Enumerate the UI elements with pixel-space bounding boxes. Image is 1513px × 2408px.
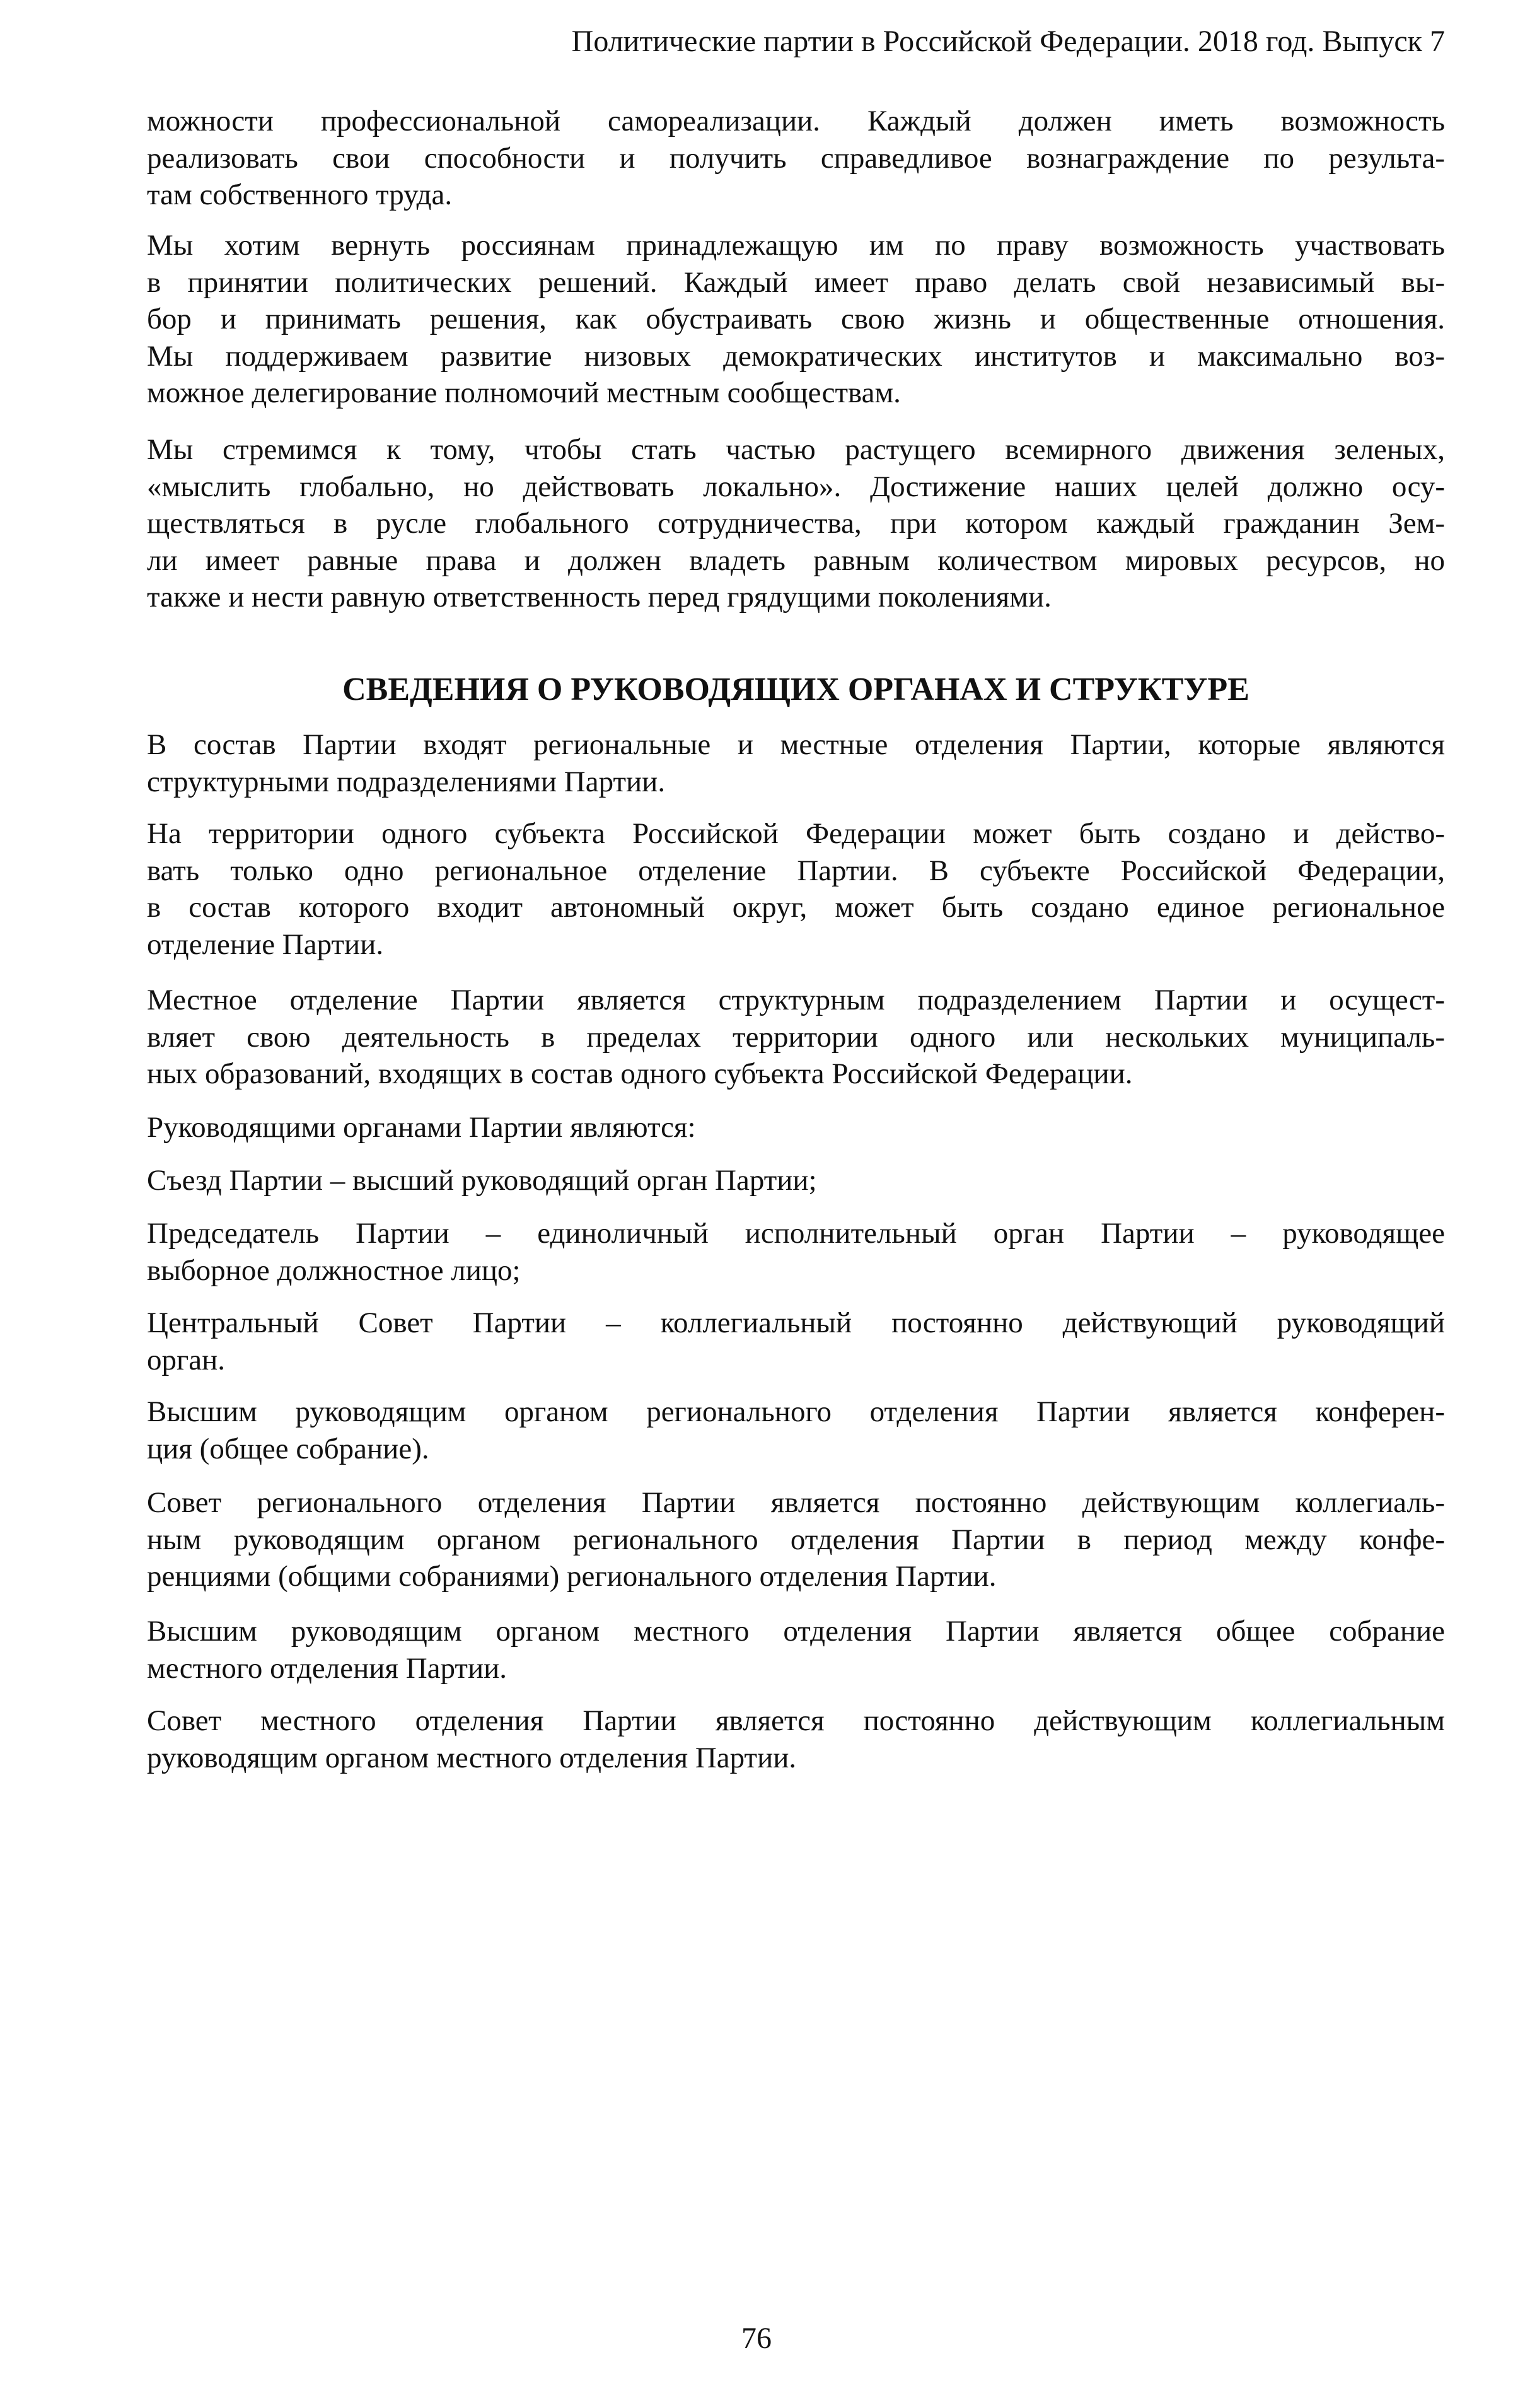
paragraph xyxy=(147,1162,1445,1199)
section-heading: СВЕДЕНИЯ О РУКОВОДЯЩИХ ОРГАНАХ И СТРУКТУРЕ xyxy=(342,672,1249,707)
paragraph xyxy=(147,1484,1445,1595)
text-line: ренциями (общими собраниями) регионального отделения Партии. xyxy=(147,1560,997,1593)
text-line: руководящим органом местного отделения Партии. xyxy=(147,1741,797,1774)
text-line: вляет свою деятельность в пределах территории одного или нескольких муниципаль- xyxy=(147,1020,1445,1054)
text-line: Местное отделение Партии является структурным подразделением Партии и осущест- xyxy=(147,984,1445,1016)
running-header: Политические партии в Российской Федерации. 2018 год. Выпуск 7 xyxy=(571,25,1445,58)
paragraph xyxy=(147,1305,1445,1378)
paragraph xyxy=(147,982,1445,1093)
text-line: ществляться в русле глобального сотрудничества, при котором каждый гражданин Зем- xyxy=(147,507,1445,540)
paragraph xyxy=(147,431,1445,616)
text-line: вать только одно региональное отделение Партии. В субъекте Российской Федерации, xyxy=(147,854,1445,887)
text-line: ция (общее собрание). xyxy=(147,1432,429,1465)
text-line: Председатель Партии – единоличный исполнительный орган Партии – руководящее xyxy=(147,1217,1445,1250)
text-line: Совет регионального отделения Партии является постоянно действующим коллегиаль- xyxy=(147,1486,1445,1519)
paragraph xyxy=(147,1109,1445,1146)
text-line: выборное должностное лицо; xyxy=(147,1253,521,1287)
text-line: структурными подразделениями Партии. xyxy=(147,765,666,798)
text-line: бор и принимать решения, как обустраивать свою жизнь и общественные отношения. xyxy=(147,303,1445,335)
paragraph xyxy=(147,815,1445,963)
page-number: 76 xyxy=(741,2322,772,2355)
text-line: отделение Партии. xyxy=(147,928,384,961)
text-line: Съезд Партии – высший руководящий орган Партии; xyxy=(147,1164,817,1197)
text-line: местного отделения Партии. xyxy=(147,1651,507,1685)
text-line: можное делегирование полномочий местным сообществам. xyxy=(147,376,901,409)
text-line: в принятии политических решений. Каждый имеет право делать свой независимый вы- xyxy=(147,265,1445,299)
text-line: ным руководящим органом регионального отделения Партии в период между конфе- xyxy=(147,1523,1445,1556)
text-line: там собственного труда. xyxy=(147,178,453,211)
text-line: также и нести равную ответственность перед грядущими поколениями. xyxy=(147,581,1052,614)
text-line: в состав которого входит автономный округ, может быть создано единое региональное xyxy=(147,891,1445,924)
text-line: реализовать свои способности и получить справедливое вознаграждение по результа- xyxy=(147,141,1445,175)
text-line: Руководящими органами Партии являются: xyxy=(147,1111,696,1144)
text-line: «мыслить глобально, но действовать локально». Достижение наших целей должно осу- xyxy=(147,470,1445,503)
text-line: можности профессиональной самореализации. Каждый должен иметь возможность xyxy=(147,105,1445,137)
text-line: Совет местного отделения Партии является постоянно действующим коллегиальным xyxy=(147,1704,1445,1737)
paragraph xyxy=(147,103,1445,214)
text-line: На территории одного субъекта Российской Федерации может быть создано и действо- xyxy=(147,817,1445,850)
text-line: орган. xyxy=(147,1343,226,1376)
text-line: Мы поддерживаем развитие низовых демократических институтов и максимально воз- xyxy=(147,339,1445,373)
paragraph xyxy=(147,726,1445,800)
text-line: Мы хотим вернуть россиянам принадлежащую им по праву возможность участвовать xyxy=(147,229,1445,262)
paragraph xyxy=(147,227,1445,412)
text-line: Мы стремимся к тому, чтобы стать частью растущего всемирного движения зеленых, xyxy=(147,433,1445,466)
paragraph xyxy=(147,1393,1445,1467)
paragraph xyxy=(147,1702,1445,1776)
text-line: ли имеет равные права и должен владеть равным количеством мировых ресурсов, но xyxy=(147,544,1445,577)
text-line: В состав Партии входят региональные и местные отделения Партии, которые являются xyxy=(147,728,1445,761)
text-line: ных образований, входящих в состав одного субъекта Российской Федерации. xyxy=(147,1057,1133,1090)
paragraph xyxy=(147,1215,1445,1289)
text-line: Центральный Совет Партии – коллегиальный постоянно действующий руководящий xyxy=(147,1306,1445,1339)
text-line: Высшим руководящим органом местного отделения Партии является общее собрание xyxy=(147,1615,1445,1648)
text-line: Высшим руководящим органом регионального отделения Партии является конферен- xyxy=(147,1395,1445,1428)
paragraph xyxy=(147,1613,1445,1687)
